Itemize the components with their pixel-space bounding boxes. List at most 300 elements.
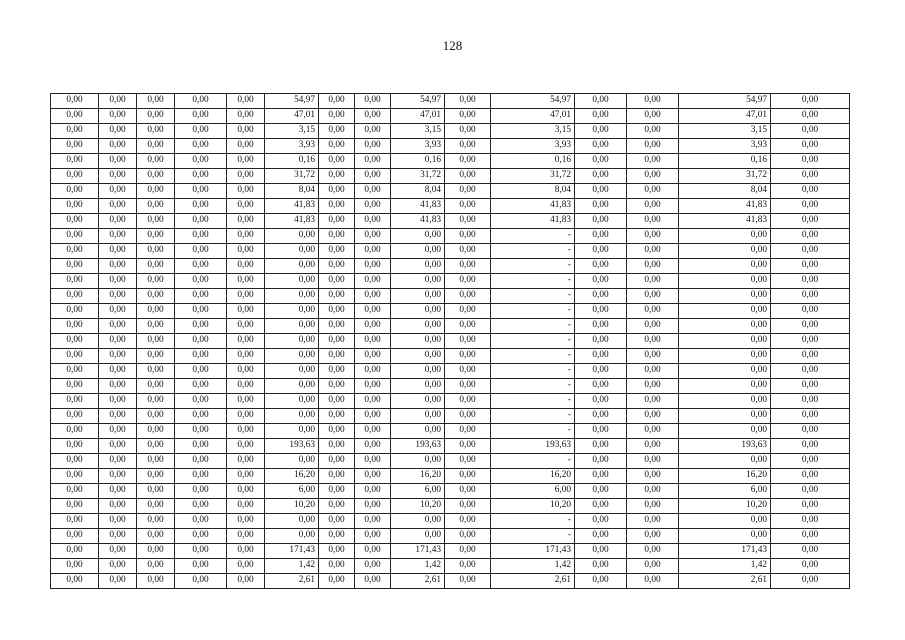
table-cell: 0,00 [137,469,175,484]
table-cell: 0,00 [137,229,175,244]
table-cell: 0,00 [51,94,99,109]
table-cell: 6,00 [491,484,575,499]
table-cell: 0,00 [227,109,265,124]
table-cell: 0,00 [175,214,227,229]
table-cell: 1,42 [265,559,319,574]
table-cell: 171,43 [491,544,575,559]
table-cell: 0,00 [99,109,137,124]
table-cell: 41,83 [679,199,771,214]
table-cell: 0,00 [99,544,137,559]
table-cell: 0,00 [445,94,491,109]
table-cell: 0,00 [175,124,227,139]
table-cell: 0,00 [99,379,137,394]
table-cell: 0,00 [391,409,445,424]
table-cell: 0,00 [227,559,265,574]
table-cell: 0,00 [575,289,627,304]
table-cell: 0,00 [575,529,627,544]
table-cell: 0,00 [355,229,391,244]
table-cell: 0,00 [265,454,319,469]
table-cell: 0,00 [679,259,771,274]
table-cell: 0,00 [137,109,175,124]
table-cell: 0,00 [771,559,850,574]
table-cell: 0,00 [319,469,355,484]
table-cell: 0,00 [445,319,491,334]
table-cell: 8,04 [491,184,575,199]
table-cell: 47,01 [391,109,445,124]
table-cell: 0,00 [99,439,137,454]
table-cell: - [491,364,575,379]
table-cell: 0,00 [227,259,265,274]
table-row [51,439,850,454]
table-row [51,259,850,274]
table-cell: 0,00 [137,139,175,154]
table-cell: 0,16 [391,154,445,169]
table-cell: - [491,379,575,394]
table-cell: 8,04 [391,184,445,199]
table-cell: 0,00 [771,199,850,214]
table-cell: 0,00 [391,334,445,349]
table-cell: 0,00 [771,289,850,304]
page-number: 128 [442,38,463,53]
table-cell: - [491,334,575,349]
table-cell: 0,00 [51,274,99,289]
table-cell: 0,00 [391,514,445,529]
table-cell: 0,00 [51,409,99,424]
table-cell: 0,00 [627,574,679,589]
table-cell: 0,00 [137,289,175,304]
table-cell: 1,42 [679,559,771,574]
table-cell: 0,00 [679,304,771,319]
table-cell: 0,00 [575,469,627,484]
table-cell: 0,00 [445,544,491,559]
table-cell: 0,00 [627,499,679,514]
table-cell: 0,00 [355,349,391,364]
table-cell: 0,00 [51,424,99,439]
table-cell: 0,00 [445,514,491,529]
table-cell: 54,97 [391,94,445,109]
table-cell: 0,00 [575,364,627,379]
table-row [51,409,850,424]
table-cell: 0,00 [445,379,491,394]
table-cell: 0,00 [227,529,265,544]
table-cell: - [491,529,575,544]
table-body [51,94,850,589]
table-cell: 0,00 [99,484,137,499]
table-cell: 0,00 [771,364,850,379]
table-cell: 0,00 [771,319,850,334]
table-cell: 16,20 [491,469,575,484]
table-cell: 54,97 [679,94,771,109]
table-cell: 0,00 [319,154,355,169]
table-cell: 0,00 [51,334,99,349]
table-cell: 0,00 [227,319,265,334]
table-cell: 0,00 [575,229,627,244]
table-row [51,574,850,589]
table-cell: 0,00 [319,454,355,469]
table-cell: 0,00 [771,259,850,274]
table-cell: 0,00 [679,394,771,409]
table-cell: 0,00 [355,304,391,319]
table-row [51,94,850,109]
table-cell: 2,61 [265,574,319,589]
table-cell: - [491,409,575,424]
table-cell: 0,00 [391,304,445,319]
table-cell: 0,00 [137,214,175,229]
table-cell: 0,00 [575,484,627,499]
table-cell: 0,00 [771,439,850,454]
table-row [51,124,850,139]
table-cell: 0,00 [575,544,627,559]
table-cell: 0,00 [627,289,679,304]
table-row [51,364,850,379]
table-cell: 0,00 [99,319,137,334]
table-cell: 0,00 [175,529,227,544]
table-cell: 0,00 [175,334,227,349]
table-cell: 0,00 [319,439,355,454]
table-cell: 31,72 [491,169,575,184]
table-cell: 0,00 [137,259,175,274]
table-cell: 0,00 [227,304,265,319]
table-row [51,229,850,244]
table-cell: 0,00 [627,349,679,364]
table-cell: 0,00 [175,559,227,574]
table-cell: 0,00 [175,499,227,514]
table-cell: 0,00 [627,529,679,544]
table-cell: 0,00 [575,109,627,124]
table-cell: 0,00 [51,229,99,244]
table-cell: 0,00 [137,574,175,589]
table-cell: 0,00 [771,499,850,514]
table-cell: 0,00 [445,529,491,544]
table-cell: 0,00 [319,349,355,364]
table-cell: 2,61 [391,574,445,589]
table-cell: 0,00 [137,409,175,424]
table-cell: 0,00 [445,184,491,199]
table-cell: 0,00 [99,454,137,469]
table-cell: 0,00 [319,334,355,349]
table-cell: 0,00 [175,259,227,274]
table-cell: 0,00 [771,139,850,154]
table-cell: 0,00 [679,334,771,349]
table-cell: 10,20 [265,499,319,514]
table-cell: 0,00 [355,199,391,214]
table-cell: 47,01 [265,109,319,124]
table-cell: 0,00 [227,574,265,589]
table-cell: 0,00 [355,169,391,184]
table-cell: 0,00 [355,244,391,259]
table-cell: 41,83 [265,199,319,214]
table-cell: 0,00 [445,454,491,469]
table-cell: 0,00 [355,364,391,379]
table-cell: 0,00 [627,559,679,574]
table-cell: 0,00 [627,154,679,169]
table-row [51,199,850,214]
table-row [51,319,850,334]
table-cell: 0,00 [99,559,137,574]
table-cell: 0,00 [627,139,679,154]
table-cell: 0,00 [445,229,491,244]
table-cell: 0,00 [99,349,137,364]
table-cell: 0,00 [227,364,265,379]
table-cell: 0,00 [175,454,227,469]
table-cell: 0,00 [575,409,627,424]
table-cell: 0,00 [575,124,627,139]
table-cell: - [491,319,575,334]
table-cell: 54,97 [491,94,575,109]
table-cell: 0,00 [445,214,491,229]
table-cell: 0,00 [627,124,679,139]
table-row [51,304,850,319]
table-cell: 0,00 [445,439,491,454]
table-cell: 0,00 [319,94,355,109]
table-cell: 0,00 [575,259,627,274]
table-row [51,454,850,469]
table-cell: 0,00 [575,274,627,289]
table-cell: 0,00 [575,199,627,214]
table-cell: 0,00 [391,349,445,364]
table-cell: 0,00 [319,274,355,289]
table-cell: 0,00 [627,274,679,289]
table-row [51,394,850,409]
table-cell: 0,00 [99,499,137,514]
table-cell: 0,00 [137,94,175,109]
table-cell: 0,00 [227,139,265,154]
table-cell: 0,00 [137,364,175,379]
table-cell: 0,00 [227,424,265,439]
table-cell: 0,00 [575,154,627,169]
table-cell: 0,00 [319,379,355,394]
table-cell: 0,00 [265,529,319,544]
table-cell: 0,00 [627,304,679,319]
table-row [51,154,850,169]
table-cell: 3,93 [265,139,319,154]
table-cell: 0,00 [227,484,265,499]
table-cell: 0,00 [137,559,175,574]
table-cell: 0,00 [175,574,227,589]
table-cell: 0,00 [771,169,850,184]
table-cell: 0,00 [51,154,99,169]
table-cell: 0,00 [575,439,627,454]
table-cell: 0,00 [355,319,391,334]
table-cell: 0,00 [99,409,137,424]
table-cell: 41,83 [265,214,319,229]
table-cell: 0,00 [319,304,355,319]
table-cell: 0,00 [137,424,175,439]
table-cell: 0,00 [319,529,355,544]
table-cell: 0,00 [175,484,227,499]
table-cell: 16,20 [265,469,319,484]
table-row [51,184,850,199]
table-cell: 41,83 [391,214,445,229]
table-cell: 0,00 [445,244,491,259]
table-cell: 0,00 [51,109,99,124]
table-cell: 0,00 [355,574,391,589]
table-cell: 0,00 [445,289,491,304]
table-cell: - [491,424,575,439]
table-cell: 0,00 [445,499,491,514]
table-cell: 3,93 [679,139,771,154]
table-cell: 0,00 [355,139,391,154]
table-cell: 0,00 [51,349,99,364]
table-row [51,109,850,124]
table-cell: 0,00 [575,244,627,259]
table-cell: 0,00 [227,199,265,214]
table-cell: 0,00 [355,424,391,439]
table-cell: 0,00 [227,214,265,229]
table-cell: 0,00 [137,319,175,334]
table-cell: 0,00 [175,289,227,304]
table-cell: 0,00 [265,244,319,259]
table-cell: 0,00 [679,229,771,244]
table-cell: 0,00 [771,469,850,484]
table-cell: 0,00 [771,244,850,259]
table-cell: 0,00 [99,214,137,229]
table-cell: 0,00 [771,229,850,244]
table-cell: 0,00 [627,394,679,409]
table-cell: 0,00 [627,409,679,424]
table-cell: 0,00 [227,94,265,109]
table-cell: 0,00 [227,349,265,364]
table-cell: 0,00 [319,259,355,274]
table-row [51,514,850,529]
table-cell: 0,00 [771,574,850,589]
table-row [51,289,850,304]
table-row [51,424,850,439]
table-row [51,244,850,259]
table-cell: 0,00 [51,379,99,394]
table-cell: 0,00 [175,199,227,214]
table-cell: 0,00 [355,94,391,109]
table-cell: 0,00 [137,334,175,349]
table-cell: 0,00 [355,274,391,289]
table-cell: 16,20 [679,469,771,484]
table-row [51,544,850,559]
table-cell: 193,63 [265,439,319,454]
table-cell: 0,00 [445,304,491,319]
table-cell: 0,00 [575,394,627,409]
table-cell: 0,00 [99,259,137,274]
table-cell: 0,00 [679,349,771,364]
table-cell: 0,00 [771,124,850,139]
table-cell: 0,00 [679,454,771,469]
table-cell: 0,00 [175,424,227,439]
table-cell: 3,15 [391,124,445,139]
table-cell: 0,00 [771,349,850,364]
table-cell: 0,00 [319,199,355,214]
table-cell: 0,00 [627,424,679,439]
table-cell: 0,00 [319,394,355,409]
table-cell: 0,00 [175,409,227,424]
table-cell: 0,00 [51,469,99,484]
table-cell: 0,00 [175,394,227,409]
table-cell: 0,00 [265,334,319,349]
table-cell: 0,00 [771,424,850,439]
table-cell: 0,00 [175,139,227,154]
table-cell: 0,00 [627,109,679,124]
table-cell: 0,00 [227,409,265,424]
table-cell: 0,00 [51,184,99,199]
table-cell: 0,00 [355,514,391,529]
table-cell: 0,00 [679,514,771,529]
table-cell: 0,00 [137,124,175,139]
table-cell: 0,00 [137,349,175,364]
table-cell: 0,00 [99,139,137,154]
table-cell: 193,63 [391,439,445,454]
table-cell: 0,00 [51,139,99,154]
table-cell: - [491,259,575,274]
table-cell: 171,43 [391,544,445,559]
table-cell: 0,00 [679,319,771,334]
table-row [51,559,850,574]
table-cell: 0,00 [627,214,679,229]
table-cell: 41,83 [491,214,575,229]
table-cell: 0,00 [319,109,355,124]
table-cell: 0,00 [227,469,265,484]
table-cell: 0,00 [627,169,679,184]
table-cell: 0,00 [265,304,319,319]
table-cell: 0,00 [319,169,355,184]
table-cell: 0,00 [99,124,137,139]
table-cell: 0,00 [227,514,265,529]
table-cell: 0,00 [771,109,850,124]
table-cell: 0,00 [445,154,491,169]
table-cell: 0,00 [575,514,627,529]
table-cell: 0,00 [319,484,355,499]
table-cell: 0,00 [575,499,627,514]
table-cell: 0,00 [679,529,771,544]
table-cell: 0,00 [445,169,491,184]
table-cell: 0,00 [175,349,227,364]
table-cell: - [491,289,575,304]
table-cell: 0,00 [175,379,227,394]
table-cell: 0,00 [99,334,137,349]
table-cell: 0,00 [355,124,391,139]
table-cell: 0,00 [51,559,99,574]
table-cell: 171,43 [265,544,319,559]
table-cell: 0,00 [51,199,99,214]
table-cell: 0,00 [355,184,391,199]
table-cell: 0,00 [137,484,175,499]
table-cell: 0,00 [175,364,227,379]
table-cell: 6,00 [679,484,771,499]
table-cell: 0,00 [391,424,445,439]
table-cell: 0,00 [391,529,445,544]
table-cell: 0,00 [51,244,99,259]
table-cell: 3,93 [391,139,445,154]
table-cell: 0,00 [445,139,491,154]
table-cell: 0,00 [445,274,491,289]
table-cell: 0,00 [391,454,445,469]
table-cell: 0,00 [445,349,491,364]
table-cell: 0,00 [771,409,850,424]
table-cell: 0,00 [627,439,679,454]
table-cell: 0,00 [445,199,491,214]
table-cell: 0,00 [175,439,227,454]
table-cell: 0,16 [679,154,771,169]
table-cell: 0,00 [445,409,491,424]
table-cell: 0,00 [51,439,99,454]
table-cell: 0,00 [771,514,850,529]
table-cell: 0,00 [51,124,99,139]
table-cell: 0,00 [51,574,99,589]
table-cell: 0,00 [99,424,137,439]
table-cell: 0,00 [227,169,265,184]
table-cell: 0,00 [771,214,850,229]
table-cell: 0,00 [99,244,137,259]
table-cell: 0,00 [355,544,391,559]
table-cell: - [491,514,575,529]
table-row [51,484,850,499]
